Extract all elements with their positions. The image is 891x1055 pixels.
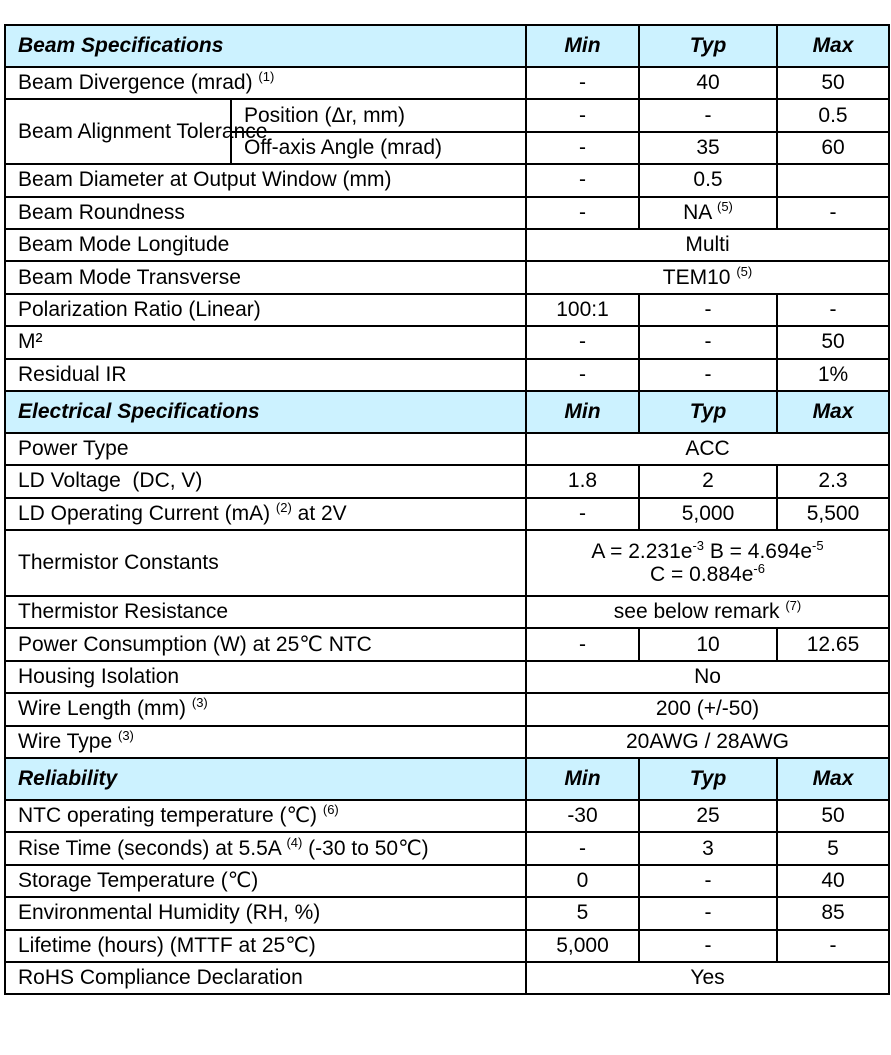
row-label: M² (5, 326, 526, 358)
table-row-lifetime (5, 930, 889, 962)
row-label: Thermistor Constants (5, 530, 526, 596)
label-text: Beam Divergence (mrad) (18, 71, 259, 95)
max-column-header: Max (777, 25, 889, 67)
label-text: NTC operating temperature (℃) (18, 804, 323, 828)
merged-value: Multi (526, 229, 889, 261)
typ-column-header: Typ (639, 758, 777, 800)
row-label: Polarization Ratio (Linear) (5, 294, 526, 326)
exponent: -6 (753, 561, 765, 577)
table-row-power-consumption (5, 628, 889, 660)
row-label (5, 726, 526, 758)
table-row-alignment-position (5, 99, 889, 131)
footnote-marker: (1) (258, 69, 275, 85)
max-value (777, 164, 889, 196)
min-value: - (526, 197, 639, 229)
table-row-ld-current (5, 498, 889, 530)
min-value: - (526, 132, 639, 164)
footnote-marker: (3) (191, 695, 208, 711)
typ-column-header: Typ (639, 25, 777, 67)
label-suffix: at 2V (291, 501, 347, 525)
typ-value: - (639, 897, 777, 929)
constant-c: C = 0.884e (650, 563, 754, 587)
typ-value: 25 (639, 800, 777, 832)
row-label: Power Type (5, 433, 526, 465)
min-value: - (526, 99, 639, 131)
min-value: 100:1 (526, 294, 639, 326)
typ-value (639, 197, 777, 229)
table-row-residual-ir (5, 359, 889, 391)
typ-column-header: Typ (639, 391, 777, 433)
min-value: - (526, 498, 639, 530)
typ-value: 35 (639, 132, 777, 164)
row-label (5, 832, 526, 864)
row-label (5, 67, 526, 99)
electrical-section-title: Electrical Specifications (5, 391, 526, 433)
max-column-header: Max (777, 758, 889, 800)
row-label: Environmental Humidity (RH, %) (5, 897, 526, 929)
typ-value: 10 (639, 628, 777, 660)
row-label: Housing Isolation (5, 661, 526, 693)
table-row-polarization (5, 294, 889, 326)
table-row-beam-roundness (5, 197, 889, 229)
row-label: Beam Mode Longitude (5, 229, 526, 261)
row-label: Beam Roundness (5, 197, 526, 229)
typ-text: NA (683, 200, 717, 224)
max-value: - (777, 930, 889, 962)
merged-value: Yes (526, 962, 889, 994)
max-value: 5,500 (777, 498, 889, 530)
typ-value: - (639, 99, 777, 131)
label-text: Wire Length (mm) (18, 697, 192, 721)
value-text: TEM10 (662, 265, 737, 289)
table-row-housing-isolation (5, 661, 889, 693)
min-value: - (526, 832, 639, 864)
table-row-ld-voltage (5, 465, 889, 497)
max-value: 50 (777, 326, 889, 358)
reliability-section-title: Reliability (5, 758, 526, 800)
max-value: - (777, 197, 889, 229)
beam-alignment-tolerance-label: Beam Alignment Tolerance (5, 99, 231, 164)
table-row-storage-temperature (5, 865, 889, 897)
max-value: 50 (777, 800, 889, 832)
typ-value: 5,000 (639, 498, 777, 530)
typ-value: - (639, 326, 777, 358)
label-text: Wire Type (18, 729, 118, 753)
min-column-header: Min (526, 25, 639, 67)
min-value: - (526, 67, 639, 99)
row-label (5, 800, 526, 832)
max-value: 40 (777, 865, 889, 897)
table-row-wire-length (5, 693, 889, 725)
max-value: 85 (777, 897, 889, 929)
footnote-marker: (4) (286, 834, 303, 850)
row-label (5, 498, 526, 530)
row-label: Residual IR (5, 359, 526, 391)
row-label: Position (Δr, mm) (231, 99, 526, 131)
table-row-thermistor-resistance (5, 596, 889, 628)
min-value: - (526, 326, 639, 358)
electrical-section-header (5, 391, 889, 433)
footnote-marker: (3) (117, 727, 134, 743)
max-value: 60 (777, 132, 889, 164)
min-value: 5,000 (526, 930, 639, 962)
row-label: Lifetime (hours) (MTTF at 25℃) (5, 930, 526, 962)
merged-value (526, 596, 889, 628)
merged-value: ACC (526, 433, 889, 465)
max-value: 0.5 (777, 99, 889, 131)
table-row-power-type (5, 433, 889, 465)
max-value: - (777, 294, 889, 326)
typ-value: - (639, 865, 777, 897)
table-row-ntc-temperature (5, 800, 889, 832)
exponent: -3 (692, 538, 704, 554)
min-value: - (526, 164, 639, 196)
table-row-rise-time (5, 832, 889, 864)
footnote-marker: (5) (716, 198, 733, 214)
table-row-thermistor-constants (5, 530, 889, 596)
row-label (5, 693, 526, 725)
min-value: 5 (526, 897, 639, 929)
merged-value: No (526, 661, 889, 693)
row-label: Storage Temperature (℃) (5, 865, 526, 897)
label-text: Rise Time (seconds) at 5.5A (18, 836, 287, 860)
label-text: LD Operating Current (mA) (18, 501, 276, 525)
table-row-wire-type (5, 726, 889, 758)
table-row-humidity (5, 897, 889, 929)
merged-value: 20AWG / 28AWG (526, 726, 889, 758)
min-value: - (526, 628, 639, 660)
table-row-m2 (5, 326, 889, 358)
min-value: - (526, 359, 639, 391)
max-value: 5 (777, 832, 889, 864)
merged-value: 200 (+/-50) (526, 693, 889, 725)
min-value: 1.8 (526, 465, 639, 497)
row-label: Beam Mode Transverse (5, 261, 526, 293)
beam-section-title: Beam Specifications (5, 25, 526, 67)
exponent: -5 (812, 538, 824, 554)
typ-value: 0.5 (639, 164, 777, 196)
footnote-marker: (5) (736, 263, 753, 279)
min-value: -30 (526, 800, 639, 832)
max-value: 2.3 (777, 465, 889, 497)
beam-section-header (5, 25, 889, 67)
thermistor-constants-value (526, 530, 889, 596)
table-row-beam-divergence (5, 67, 889, 99)
label-suffix: (-30 to 50℃) (302, 836, 429, 860)
table-row-mode-longitude (5, 229, 889, 261)
min-column-header: Min (526, 758, 639, 800)
reliability-section-header (5, 758, 889, 800)
row-label: Thermistor Resistance (5, 596, 526, 628)
constant-b: B = 4.694e (704, 540, 813, 564)
value-text: see below remark (613, 600, 786, 624)
row-label: LD Voltage (DC, V) (5, 465, 526, 497)
min-column-header: Min (526, 391, 639, 433)
table-row-mode-transverse (5, 261, 889, 293)
typ-value: 3 (639, 832, 777, 864)
max-value: 50 (777, 67, 889, 99)
merged-value (526, 261, 889, 293)
row-label: Beam Diameter at Output Window (mm) (5, 164, 526, 196)
max-column-header: Max (777, 391, 889, 433)
row-label: Power Consumption (W) at 25℃ NTC (5, 628, 526, 660)
typ-value: 40 (639, 67, 777, 99)
typ-value: - (639, 930, 777, 962)
constant-a: A = 2.231e (591, 540, 693, 564)
row-label: Off-axis Angle (mrad) (231, 132, 526, 164)
table-row-beam-diameter (5, 164, 889, 196)
max-value: 12.65 (777, 628, 889, 660)
row-label: RoHS Compliance Declaration (5, 962, 526, 994)
min-value: 0 (526, 865, 639, 897)
max-value: 1% (777, 359, 889, 391)
typ-value: 2 (639, 465, 777, 497)
specifications-table (4, 24, 890, 995)
table-row-rohs (5, 962, 889, 994)
typ-value: - (639, 359, 777, 391)
footnote-marker: (7) (785, 598, 802, 614)
footnote-marker: (2) (275, 499, 292, 515)
typ-value: - (639, 294, 777, 326)
footnote-marker: (6) (322, 802, 339, 818)
